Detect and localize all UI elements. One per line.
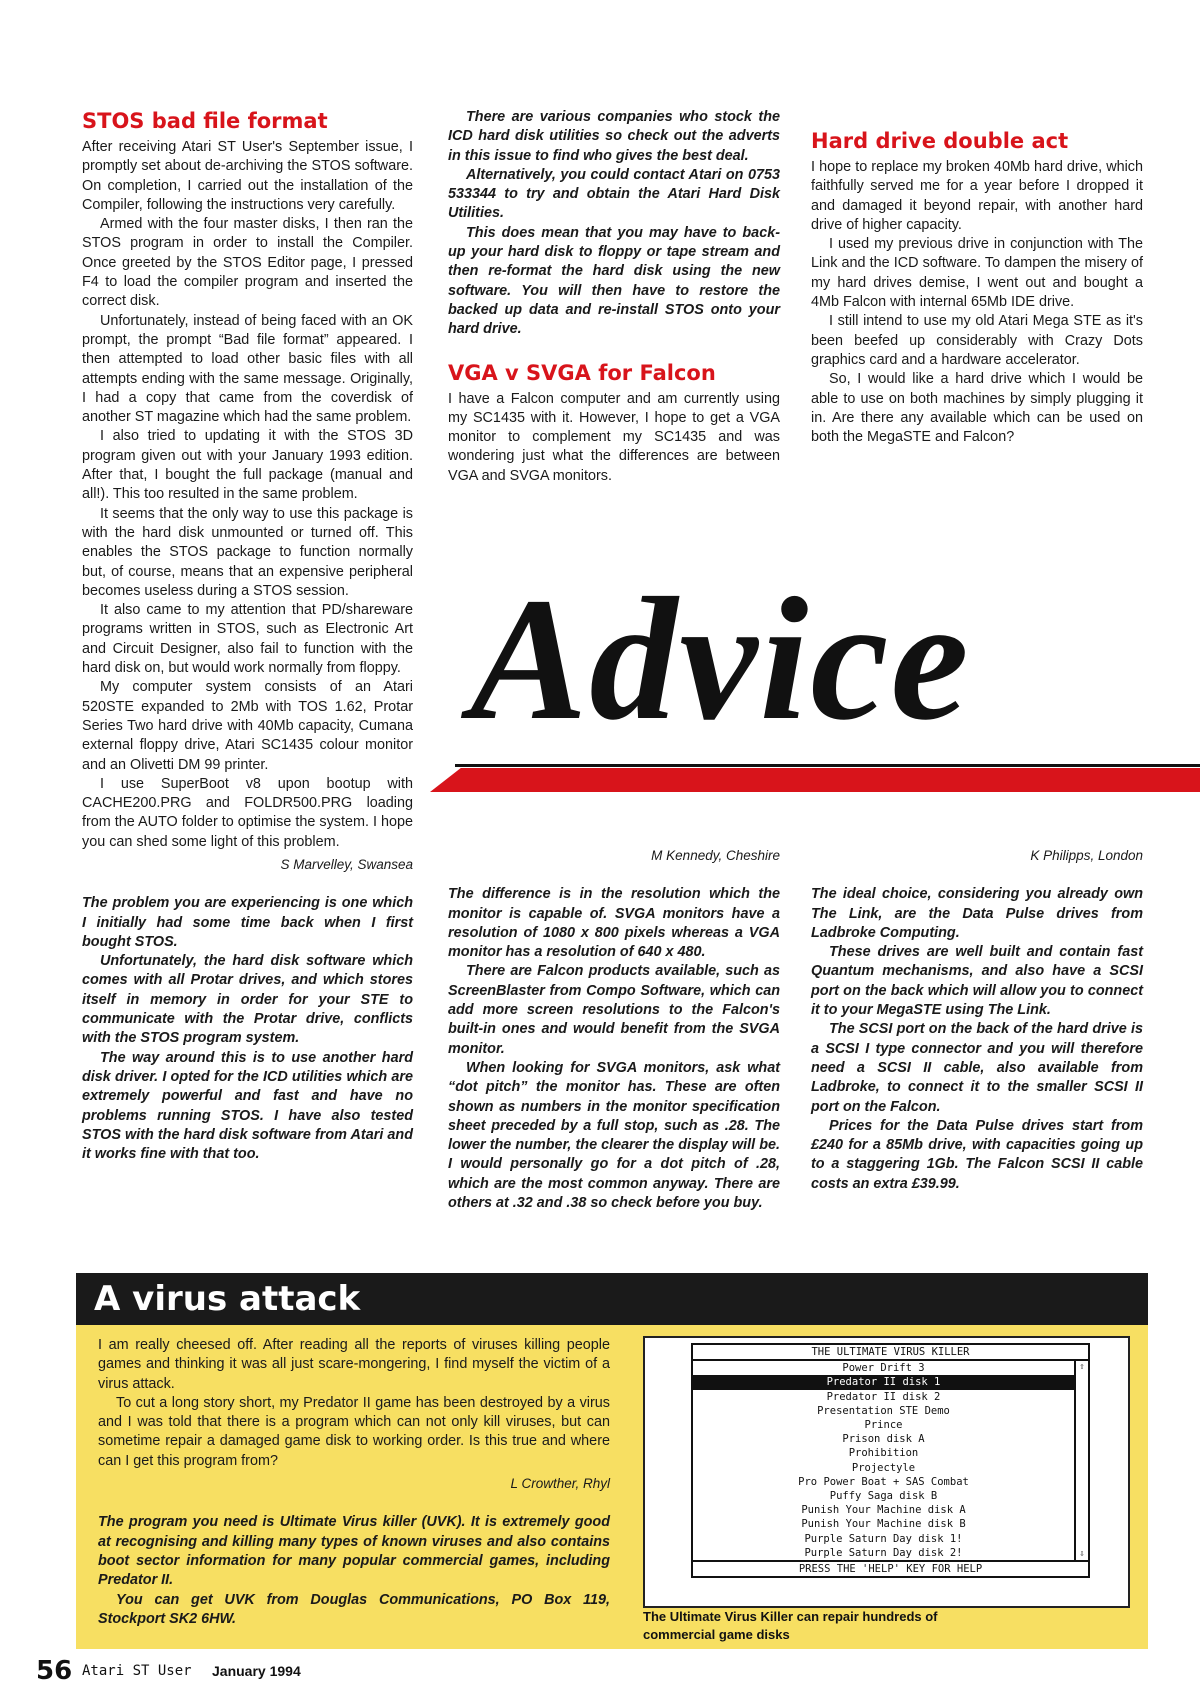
stos-answer-p4: There are various companies who stock the ICD hard disk utilities so check out the adverts in this issue to find who gives the best deal. [448, 109, 780, 164]
hard-answer-p2: These drives are well built and contain fast Quantum mechanisms, and also have a SCSI port on the back which will allow you to connect it to your MegaSTE using The Link. [811, 944, 1143, 1019]
issue-date: January 1994 [212, 1663, 301, 1679]
vga-answer [448, 885, 780, 1213]
uvk-list-item: Projectyle [851, 1461, 916, 1474]
hard-letter-p1: I hope to replace my broken 40Mb hard drive, which faithfully served me for a year before I dropped it and damaged it beyond repair, with another hard drive of higher capacity. [811, 159, 1143, 233]
heading-vga: VGA v SVGA for Falcon [448, 360, 716, 385]
stos-letter-p7: My computer system consists of an Atari 520STE expanded to 2Mb with TOS 1.62, Protar Series Two hard drive with 40Mb capacity, Cumana external floppy drive, Atari SC1435 colour monitor and an Olivetti DM 99 printer. [82, 679, 413, 773]
uvk-game-list [693, 1361, 1088, 1562]
advice-title: Advice [470, 562, 971, 757]
virus-answer-p1: The program you need is Ultimate Virus killer (UVK). It is extremely good at recognising and killing many types of known viruses and also contains boot sector information for many popular commercial games, including Predator II. [98, 1514, 610, 1589]
column-1 [82, 108, 413, 1164]
stos-answer-p6: This does mean that you may have to back-up your hard disk to floppy or tape stream and then re-format the hard disk using the new software. You will then have to restore the backed up data and re-install STOS onto your hard drive. [448, 224, 780, 338]
hard-answer [811, 885, 1143, 1194]
magazine-name: Atari ST User [82, 1663, 192, 1679]
stos-answer [82, 894, 413, 1164]
uvk-list-item: Pro Power Boat + SAS Combat [798, 1475, 969, 1488]
uvk-list-item: Purple Saturn Day disk 1! [804, 1532, 963, 1545]
hard-letter-p3: I still intend to use my old Atari Mega STE as it's been beefed up considerably with Crazy Dots graphics card and a hardware accelerator. [811, 313, 1143, 368]
vga-letter-p1: I have a Falcon computer and am currently using my SC1435 with it. However, I hope to get a VGA monitor to complement my SC1435 and was wondering just what the differences are between VGA and SVGA monitors. [448, 390, 780, 484]
column-3-top [811, 108, 1143, 447]
stos-letter-p2: Armed with the four master disks, I then ran the STOS program in order to install the Compiler. Once greeted by the STOS Editor page, I pressed F4 to load the compiler program and inserted the correct disk. [82, 216, 413, 310]
stos-letter-p1: After receiving Atari ST User's September issue, I promptly set about de-archiving the STOS software. On completion, I carried out the installation of the Compiler, following the instructions very carefully. [82, 139, 413, 213]
vga-signature: M Kennedy, Cheshire [651, 848, 780, 863]
stos-answer-p1: The problem you are experiencing is one which I initially had some time back when I first bought STOS. [82, 895, 413, 950]
uvk-list-item: Prince [864, 1419, 903, 1432]
hard-letter-p4: So, I would like a hard drive which I would be able to use on both machines by simply plugging it in. Are there any available which can be used on both the MegaSTE and Falcon? [811, 371, 1143, 446]
stos-letter-p3: Unfortunately, instead of being faced with an OK prompt, the prompt “Bad file format” appeared. I then attempted to load other basic files with all attempts ending with the same message. Originally, I had a copy that came from the coverdisk of another ST magazine which had the same problem. [82, 312, 413, 426]
hard-letter-p2: I used my previous drive in conjunction with The Link and the ICD software. To dampen the misery of my hard drives demise, I went out and bought a 4Mb Falcon with internal 65Mb IDE drive. [811, 236, 1143, 311]
column-2-bottom [448, 843, 780, 1213]
virus-answer-p2: You can get UVK from Douglas Communications, PO Box 119, Stockport SK2 6HW. [98, 1591, 610, 1627]
stos-letter-p4: I also tried to updating it with the STOS 3D program given out with your January 1993 edition. After that, I bought the full package (manual and all!). This too resulted in the same problem. [82, 428, 413, 503]
vga-answer-p2: There are Falcon products available, such as ScreenBlaster from Compo Software, which can add more screen resolutions to the Falcon's built-in ones and would benefit from the SVGA monitor. [448, 963, 780, 1057]
heading-stos: STOS bad file format [82, 109, 328, 133]
advice-red-bar [430, 768, 1200, 792]
page-number: 56 [36, 1656, 73, 1686]
column-2-top [448, 108, 780, 486]
heading-hard-drive: Hard drive double act [811, 129, 1069, 153]
stos-letter-p8: I use SuperBoot v8 upon bootup with CACHE200.PRG and FOLDR500.PRG loading from the AUTO folder to optimise the system. I hope you can shed some light of this problem. [82, 775, 413, 850]
stos-letter-p5: It seems that the only way to use this package is with the hard disk unmounted or turned off. This enables the STOS package to function normally but, of course, means that an expensive peripheral becomes useless during a STOS session. [82, 505, 413, 599]
uvk-list-item: Puffy Saga disk B [829, 1490, 938, 1503]
stos-answer-p5: Alternatively, you could contact Atari on 0753 533344 to try and obtain the Atari Hard Disk Utilities. [448, 166, 780, 222]
uvk-list-item: Purple Saturn Day disk 2! [804, 1546, 963, 1559]
uvk-list-item: Power Drift 3 [842, 1362, 925, 1375]
stos-answer-cont [448, 108, 780, 340]
hard-answer-p3: The SCSI port on the back of the hard drive is a SCSI I type connector and you will therefore need a SCSI II cable, also available from Ladbroke, to connect it to the smaller SCSI II port on the Falcon. [811, 1021, 1143, 1115]
stos-answer-p3: The way around this is to use another hard disk driver. I opted for the ICD utilities which are extremely powerful and fast and have no problems running STOS. I have also tested STOS with the hard disk software from Atari and it works fine with that too. [82, 1049, 413, 1163]
uvk-list-item: Punish Your Machine disk A [801, 1504, 966, 1517]
uvk-screenshot [643, 1336, 1130, 1608]
hard-answer-p4: Prices for the Data Pulse drives start from £240 for a 85Mb drive, with capacities going up to a staggering 1Gb. The Falcon SCSI II cable costs an extra £39.99. [811, 1117, 1143, 1192]
vga-answer-p3: When looking for SVGA monitors, ask what “dot pitch” the monitor has. These are often shown as numbers in the monitor specification sheet preceded by a full stop, such as .28. The lower the number, the clearer the display will be. I would personally go for a dot pitch of .28, which are the most common anyway. There are others at .32 and .38 so check before you buy. [448, 1059, 780, 1212]
uvk-scrollbar [1074, 1361, 1088, 1560]
scroll-up-arrow-icon: ⇧ [1079, 1362, 1085, 1373]
screenshot-caption: The Ultimate Virus Killer can repair hundreds of commercial game disks [643, 1609, 938, 1642]
stos-answer-p2: Unfortunately, the hard disk software which comes with all Protar drives, and which stores itself in memory in order for your STE to communicate with the Protar drive, conflicts with the STOS program system. [82, 953, 413, 1047]
vga-answer-p1: The difference is in the resolution which the monitor is capable of. SVGA monitors have a resolution of 1080 x 800 pixels whereas a VGA monitor has a resolution of 640 x 480. [448, 886, 780, 961]
virus-text [98, 1336, 610, 1629]
virus-answer [98, 1513, 610, 1629]
uvk-list-item: Punish Your Machine disk B [801, 1518, 966, 1531]
stos-letter-p6: It also came to my attention that PD/shareware programs written in STOS, such as Electronic Art and Circuit Designer, also fail to function with the hard disk on, but would work normally from floppy. [82, 602, 413, 677]
uvk-list-item: Presentation STE Demo [817, 1404, 950, 1417]
uvk-list-item: Prohibition [848, 1447, 919, 1460]
hard-signature: K Philipps, London [1030, 848, 1143, 863]
scroll-down-arrow-icon: ⇩ [1079, 1549, 1085, 1560]
hard-answer-p1: The ideal choice, considering you already own The Link, are the Data Pulse drives from Ladbroke Computing. [811, 886, 1143, 941]
virus-letter-p2: To cut a long story short, my Predator II game has been destroyed by a virus and I was told that there is a program which can not only kill viruses, but can sometime repair a damaged game disk to working order. Is this true and where can I get this program from? [98, 1394, 610, 1469]
column-3-bottom [811, 843, 1143, 1194]
uvk-window [691, 1343, 1090, 1578]
heading-virus: A virus attack [94, 1279, 361, 1319]
uvk-help-footer: PRESS THE 'HELP' KEY FOR HELP [798, 1563, 983, 1576]
stos-signature: S Marvelley, Swansea [280, 856, 413, 872]
advice-rule [455, 764, 1200, 767]
uvk-title: THE ULTIMATE VIRUS KILLER [693, 1345, 1088, 1361]
uvk-list-item: Predator II disk 1 [693, 1375, 1074, 1389]
uvk-list-item: Predator II disk 2 [826, 1390, 941, 1403]
uvk-list-item: Prison disk A [842, 1433, 925, 1446]
virus-signature: L Crowther, Rhyl [510, 1476, 610, 1492]
virus-letter-p1: I am really cheesed off. After reading all the reports of viruses killing people games and thinking it was all just scare-mongering, I find myself the victim of a virus attack. [98, 1337, 610, 1392]
